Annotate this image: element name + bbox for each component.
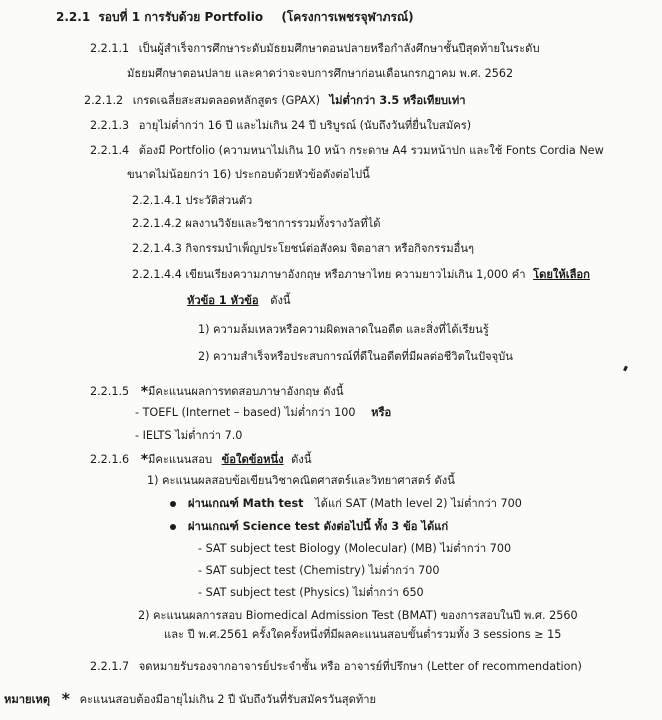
section-number: 2.2.1 <box>56 10 91 24</box>
follow-text: ดังนี้ <box>270 294 291 307</box>
asterisk-mark: * <box>140 384 149 400</box>
bullet-icon <box>170 501 176 507</box>
toefl-requirement <box>135 405 391 421</box>
note-text: คะแนนสอบต้องมีอายุไม่เกิน 2 ปี นับถึงวันที่รับสมัครวันสุดท้าย <box>79 693 377 706</box>
item-2-2-1-4-4-cont <box>187 293 291 309</box>
item-number: 2.2.1.7 <box>90 660 130 673</box>
sat-physics: - SAT subject test (Physics) ไม่ต่ำกว่า 650 <box>198 586 424 599</box>
item-2-2-1-5 <box>90 383 344 400</box>
item-number: 2.2.1.3 <box>90 119 130 132</box>
item-text: ต้องมี Portfolio (ความหนาไม่เกิน 10 หน้า กระดาษ A4 รวมหน้าปก และใช้ Fonts Cordia New <box>138 144 604 157</box>
math-test-label: ผ่านเกณฑ์ Math test <box>188 497 304 510</box>
sat-biology: - SAT subject test Biology (Molecular) (MB) ไม่ต่ำกว่า 700 <box>198 542 512 555</box>
one-topic-note: หัวข้อ 1 หัวข้อ <box>187 294 259 307</box>
item-text: เกรดเฉลี่ยสะสมตลอดหลักสูตร (GPAX) <box>132 94 320 107</box>
item-number: 2.2.1.6 <box>90 453 130 466</box>
science-test-item <box>170 519 448 535</box>
asterisk-mark: * <box>140 452 149 468</box>
item-2-2-1-7 <box>90 659 582 675</box>
sat-chemistry: - SAT subject test (Chemistry) ไม่ต่ำกว่า 700 <box>198 564 440 577</box>
item-text: จดหมายรับรองจากอาจารย์ประจำชั้น หรือ อาจารย์ที่ปรึกษา (Letter of recommendation) <box>138 660 582 673</box>
item-number: 2.2.1.4 <box>90 144 130 157</box>
item-2-2-1-4-3: 2.2.1.4.3 กิจกรรมบำเพ็ญประโยชน์ต่อสังคม จิตอาสา หรือกิจกรรมอื่นๆ <box>132 242 475 255</box>
item-2-2-1-1 <box>90 41 590 57</box>
item-2-2-1-4-1: 2.2.1.4.1 ประวัติส่วนตัว <box>132 194 253 207</box>
exam-option-2-cont: และ ปี พ.ศ.2561 ครั้งใดครั้งหนึ่งที่มีผลคะแนนสอบขั้นต่ำรวมทั้ง 3 sessions ≥ 15 <box>164 628 562 641</box>
item-number: 2.2.1.2 <box>84 94 124 107</box>
item-text: มีคะแนนสอบ <box>148 453 213 466</box>
item-number: 2.2.1.1 <box>90 42 130 55</box>
note-label: หมายเหตุ <box>4 693 51 706</box>
item-2-2-1-4-2: 2.2.1.4.2 ผลงานวิจัยและวิชาการรวมทั้งรางวัลที่ได้ <box>132 217 381 230</box>
essay-topic-2: 2) ความสำเร็จหรือประสบการณ์ที่ดีในอดีตที่มีผลต่อชีวิตในปัจจุบัน <box>198 350 513 363</box>
item-2-2-1-1-cont: มัธยมศึกษาตอนปลาย และคาดว่าจะจบการศึกษาก่อนเดือนกรกฎาคม พ.ศ. 2562 <box>127 67 514 80</box>
item-text: เป็นผู้สำเร็จการศึกษาระดับมัธยมศึกษาตอนปลายหรือกำลังศึกษาชั้นปีสุดท้ายในระดับ <box>138 42 540 55</box>
item-2-2-1-4-4 <box>132 267 590 283</box>
item-number: 2.2.1.5 <box>90 385 130 398</box>
any-one-note: ข้อใดข้อหนึ่ง <box>221 453 284 466</box>
math-test-item <box>170 496 522 512</box>
section-heading <box>56 9 414 25</box>
item-2-2-1-3 <box>90 118 471 134</box>
or-text: หรือ <box>371 406 392 419</box>
essay-topic-1: 1) ความล้มเหลวหรือความผิดพลาดในอดีต และสิ่งที่ได้เรียนรู้ <box>198 323 489 336</box>
math-test-detail: ได้แก่ SAT (Math level 2) ไม่ต่ำกว่า 700 <box>315 497 522 510</box>
follow-text: ดังนี้ <box>291 453 312 466</box>
science-test-label: ผ่านเกณฑ์ Science test ดังต่อไปนี้ ทั้ง 3 ข้อ ได้แก่ <box>188 520 449 533</box>
exam-option-1: 1) คะแนนผลสอบข้อเขียนวิชาคณิตศาสตร์และวิทยาศาสตร์ ดังนี้ <box>147 474 455 487</box>
exam-option-2: 2) คะแนนผลการสอบ Biomedical Admission Test (BMAT) ของการสอบในปี พ.ศ. 2560 <box>138 609 578 622</box>
item-text: อายุไม่ต่ำกว่า 16 ปี และไม่เกิน 24 ปี บริบูรณ์ (นับถึงวันที่ยื่นใบสมัคร) <box>138 119 472 132</box>
item-text: 2.2.1.4.4 เขียนเรียงความภาษาอังกฤษ หรือภาษาไทย ความยาวไม่เกิน 1,000 คำ <box>132 268 526 281</box>
gpax-requirement: ไม่ต่ำกว่า 3.5 หรือเทียบเท่า <box>329 94 466 107</box>
item-text: มีคะแนนผลการทดสอบภาษาอังกฤษ ดังนี้ <box>148 385 344 398</box>
section-title: รอบที่ 1 การรับด้วย Portfolio <box>98 10 264 24</box>
ielts-requirement: - IELTS ไม่ต่ำกว่า 7.0 <box>135 429 243 442</box>
item-2-2-1-4 <box>90 143 604 159</box>
stray-mark <box>623 366 628 372</box>
item-2-2-1-4-cont: ขนาดไม่น้อยกว่า 16) ประกอบด้วยหัวข้อดังต่อไปนี้ <box>127 168 370 181</box>
toefl-text: - TOEFL (Internet – based) ไม่ต่ำกว่า 100 <box>135 406 356 419</box>
asterisk-mark: * <box>61 689 70 708</box>
section-project: (โครงการเพชรจุฬาภรณ์) <box>281 10 414 24</box>
item-2-2-1-6 <box>90 451 312 468</box>
item-2-2-1-2 <box>84 93 465 109</box>
bullet-icon <box>170 524 176 530</box>
footnote <box>4 690 376 708</box>
choose-note: โดยให้เลือก <box>533 268 590 281</box>
